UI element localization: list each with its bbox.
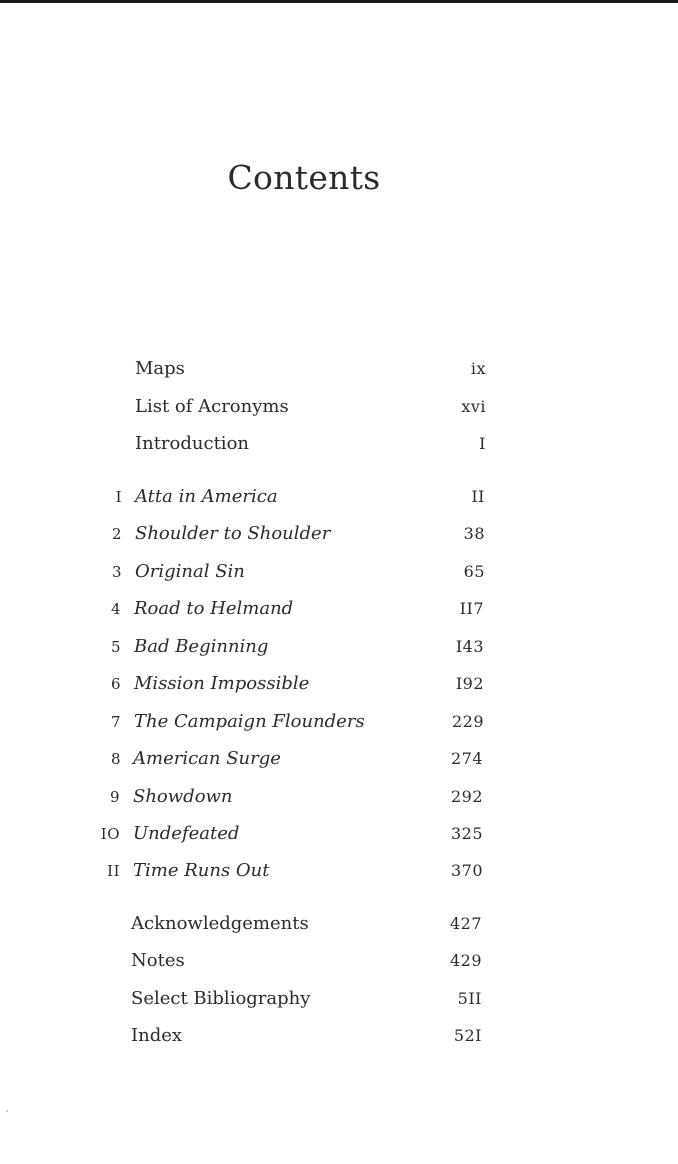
chapter-number: 4: [110, 600, 121, 618]
chapter-number: 9: [109, 788, 120, 806]
toc-row-chapter-2: [0, 520, 678, 548]
toc-row-notes: [0, 947, 678, 975]
chapter-title: Atta in America: [135, 486, 278, 507]
toc-row-list-of-acronyms: [0, 393, 678, 421]
chapter-number: 8: [110, 750, 121, 768]
toc-label: Acknowledgements: [131, 913, 309, 934]
toc-page-number: 274: [450, 749, 483, 768]
chapter-title: American Surge: [133, 748, 281, 769]
toc-label: Maps: [135, 358, 185, 379]
toc-row-chapter-9: [0, 783, 678, 811]
toc-row-chapter-11: [0, 857, 678, 885]
toc-row-chapter-1: [0, 483, 678, 511]
toc-label: List of Acronyms: [135, 396, 289, 417]
paper-speck: [6, 1110, 8, 1112]
chapter-title: Road to Helmand: [134, 598, 294, 619]
toc-row-chapter-7: [0, 708, 678, 736]
chapter-title: Bad Beginning: [134, 636, 269, 657]
toc-page-number: 370: [450, 861, 483, 880]
toc-label: Select Bibliography: [131, 988, 311, 1009]
toc-row-maps: [0, 355, 678, 383]
chapter-number: I: [115, 488, 122, 506]
toc-row-select-bibliography: [0, 985, 678, 1013]
toc-row-chapter-3: [0, 558, 678, 586]
toc-page-number: 229: [451, 712, 484, 731]
chapter-number: IO: [100, 825, 120, 843]
chapter-number: 3: [111, 563, 122, 581]
toc-label: Index: [131, 1025, 183, 1046]
toc-page-number: II: [471, 487, 485, 506]
toc-row-chapter-10: [0, 820, 678, 848]
toc-label: Notes: [131, 950, 185, 971]
toc-page-number: I43: [455, 637, 484, 656]
chapter-title: Original Sin: [135, 561, 245, 582]
toc-row-index: [0, 1022, 678, 1050]
toc-page-number: 5II: [457, 989, 482, 1008]
toc-page-number: 38: [463, 524, 485, 543]
page-top-edge: [0, 0, 678, 3]
toc-page-number: II7: [459, 599, 484, 618]
chapter-title: Shoulder to Shoulder: [135, 523, 331, 544]
toc-page-number: 427: [449, 914, 482, 933]
toc-page-number: 292: [450, 787, 483, 806]
toc-row-acknowledgements: [0, 910, 678, 938]
toc-page-number: 52I: [453, 1026, 482, 1045]
toc-label: Introduction: [135, 433, 249, 454]
toc-page-number: I92: [455, 674, 484, 693]
toc-row-chapter-8: [0, 745, 678, 773]
chapter-number: 5: [110, 638, 121, 656]
page-title: Contents: [227, 158, 381, 197]
toc-row-chapter-4: [0, 595, 678, 623]
chapter-number: 6: [110, 675, 121, 693]
toc-page-number: 429: [449, 951, 482, 970]
chapter-number: II: [107, 862, 120, 880]
chapter-title: Showdown: [133, 786, 233, 807]
chapter-number: 7: [110, 713, 121, 731]
toc-page-number: I: [479, 434, 486, 453]
chapter-title: Time Runs Out: [133, 860, 270, 881]
toc-page-number: ix: [470, 359, 486, 378]
toc-row-introduction: [0, 430, 678, 458]
toc-page-number: xvi: [461, 397, 486, 416]
chapter-title: The Campaign Flounders: [134, 711, 365, 732]
chapter-number: 2: [111, 525, 122, 543]
chapter-title: Undefeated: [133, 823, 240, 844]
toc-page-number: 325: [450, 824, 483, 843]
toc-row-chapter-6: [0, 670, 678, 698]
toc-row-chapter-5: [0, 633, 678, 661]
toc-page-number: 65: [463, 562, 485, 581]
chapter-title: Mission Impossible: [134, 673, 310, 694]
